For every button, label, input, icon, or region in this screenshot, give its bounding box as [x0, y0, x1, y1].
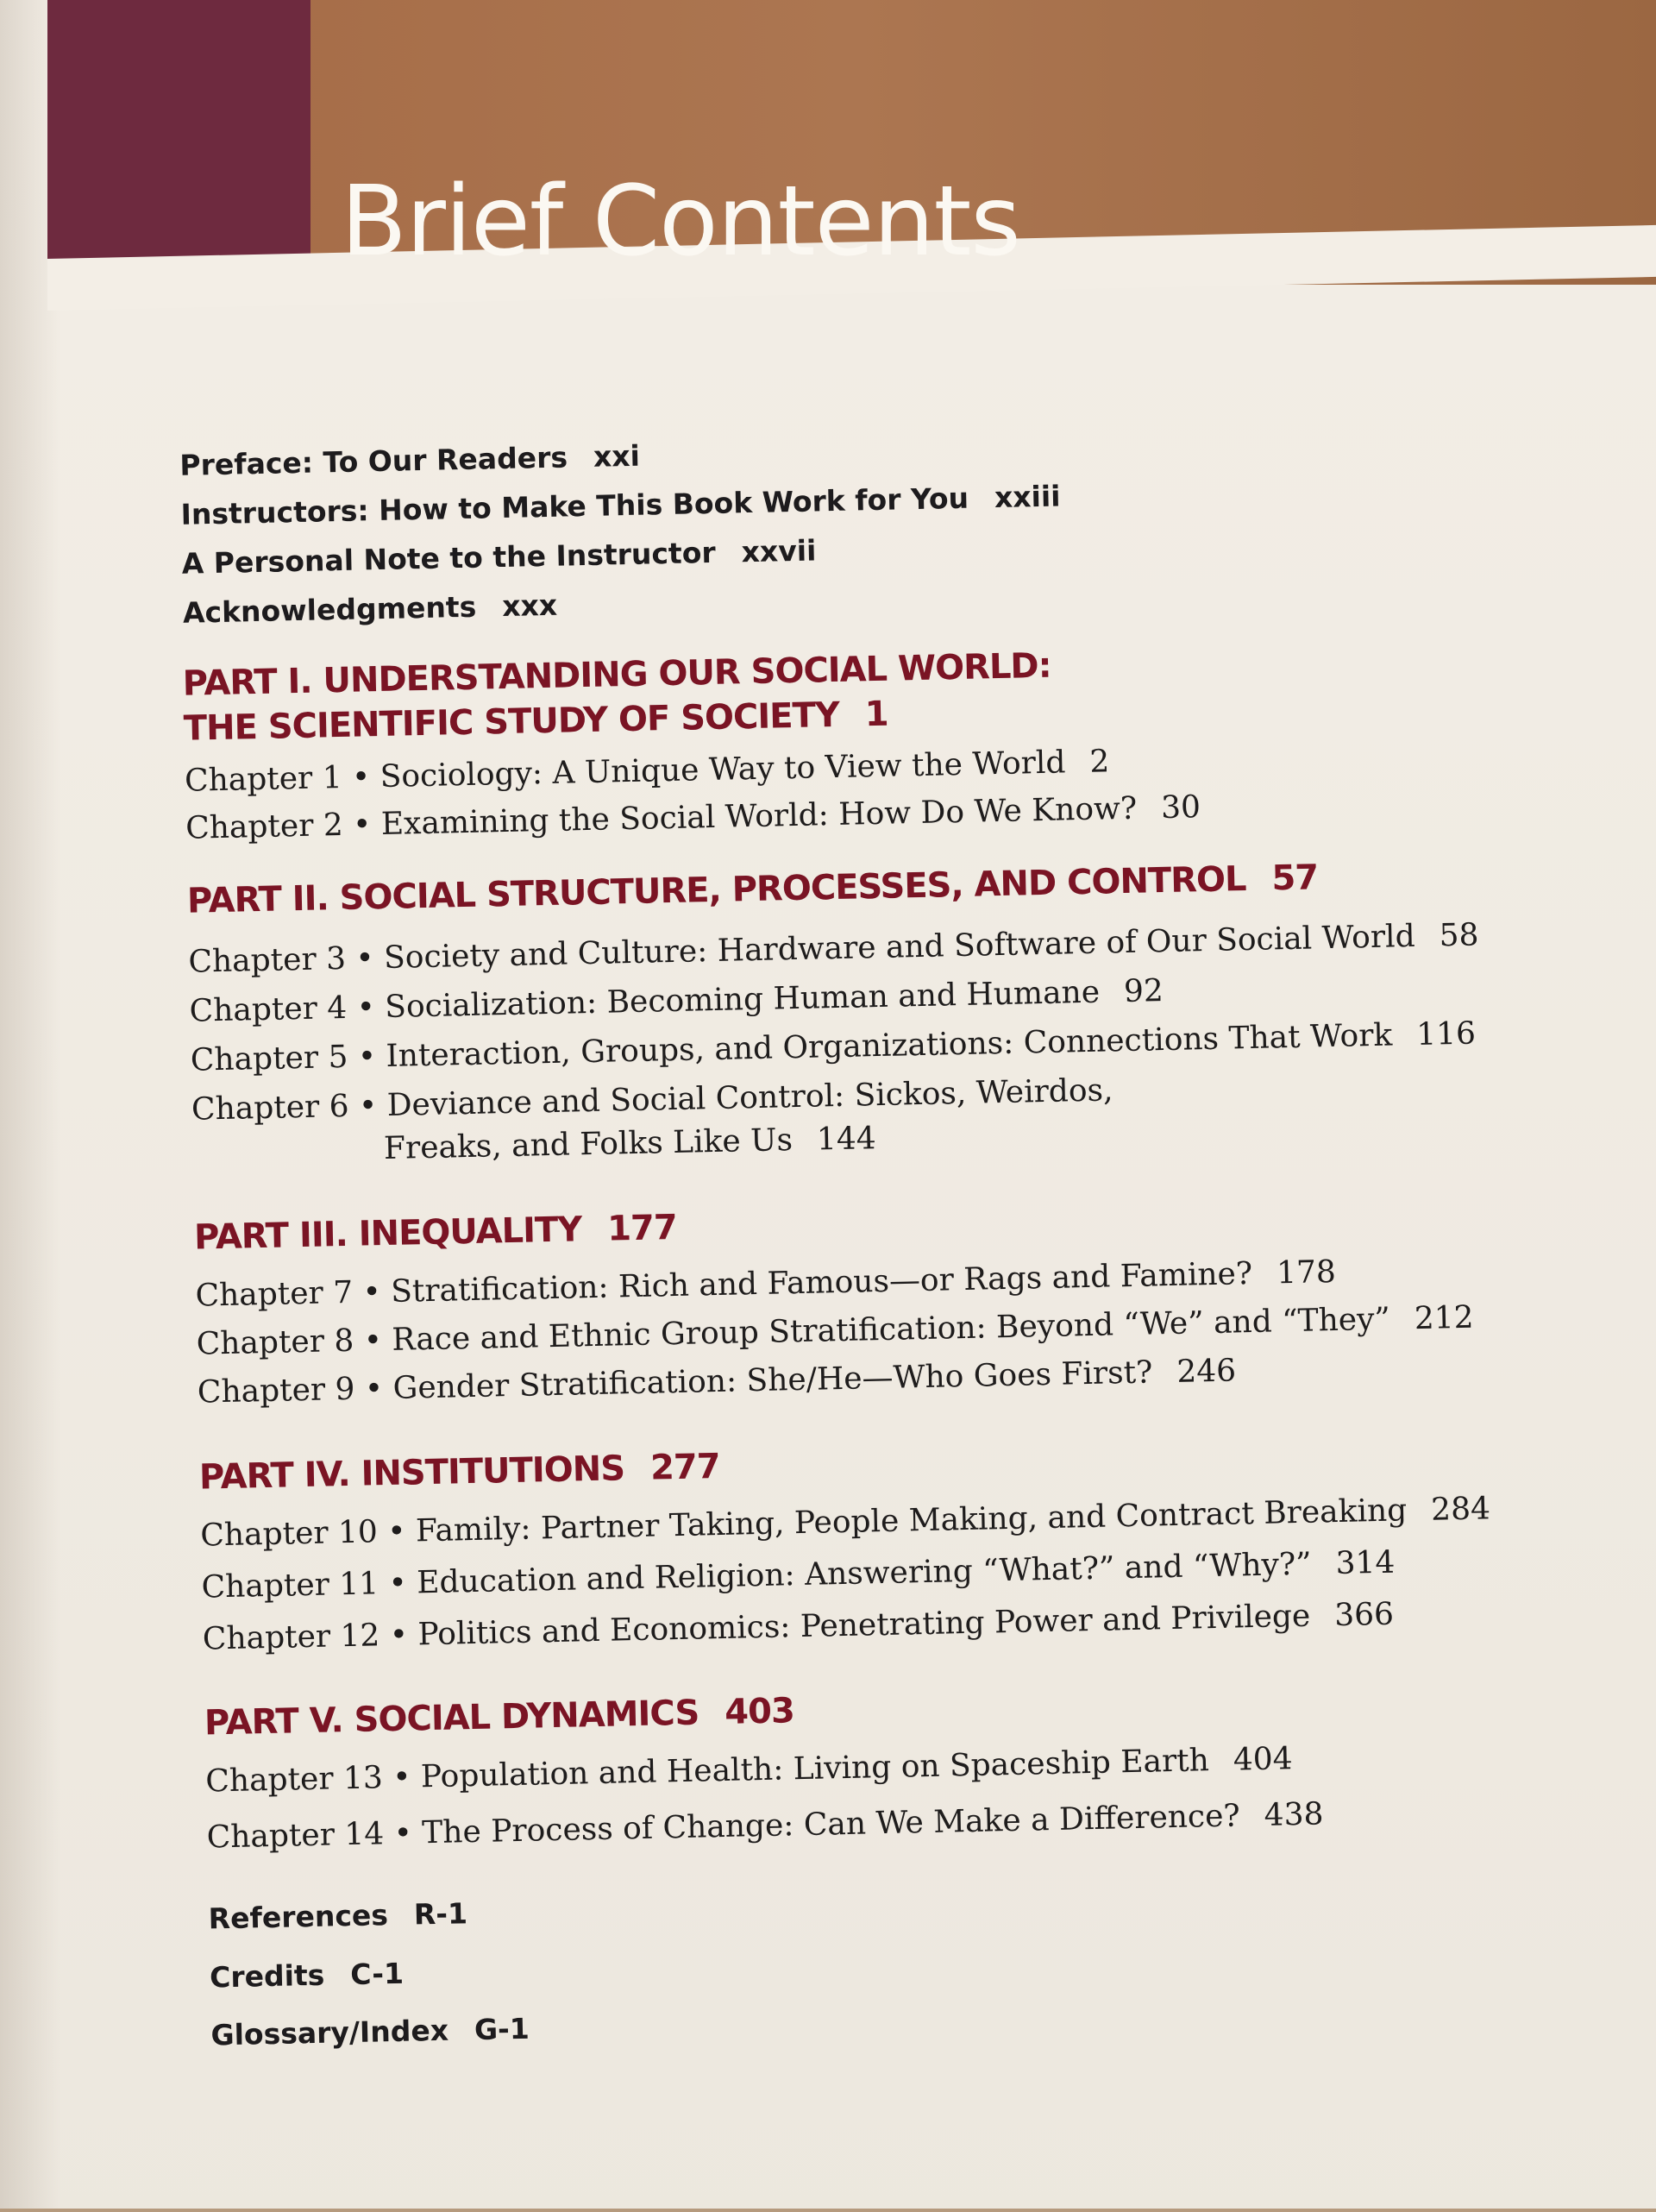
part-heading	[183, 694, 888, 749]
front-matter-page: xxvii	[741, 533, 817, 569]
part-title-line: PART V. SOCIAL DYNAMICS	[204, 1693, 699, 1744]
chapter-number: Chapter 6 •	[191, 1088, 378, 1128]
back-matter-page: G-1	[474, 2011, 530, 2047]
chapter-entry	[185, 789, 1201, 846]
chapter-page: 92	[1123, 973, 1164, 1010]
chapter-number: Chapter 13 •	[204, 1759, 411, 1800]
front-matter-item	[183, 588, 558, 630]
chapter-title: Education and Religion: Answering “What?” and “Why?”	[416, 1546, 1313, 1601]
chapter-entry	[185, 744, 1110, 798]
chapter-number: Chapter 5 •	[190, 1039, 377, 1078]
part-page: 277	[649, 1446, 721, 1488]
chapter-number: Chapter 10 •	[199, 1513, 406, 1554]
chapter-title: Stratification: Rich and Famous—or Rags and Famine?	[390, 1255, 1253, 1310]
chapter-entry	[195, 1254, 1336, 1314]
chapter-title: Examining the Social World: How Do We Know?	[380, 790, 1138, 843]
chapter-number: Chapter 3 •	[188, 940, 375, 980]
part-page: 177	[606, 1207, 678, 1249]
front-matter-page: xxiii	[994, 479, 1061, 515]
chapter-page: 284	[1430, 1491, 1491, 1528]
part-heading	[187, 858, 1319, 921]
back-matter-label: References	[208, 1898, 389, 1936]
chapter-number: Chapter 12 •	[202, 1617, 409, 1657]
front-matter-item	[180, 479, 1061, 531]
chapter-entry	[201, 1545, 1395, 1606]
front-matter-item	[181, 533, 816, 580]
chapter-number: Chapter 9 •	[197, 1371, 384, 1411]
part-title-line: PART III. INEQUALITY	[193, 1210, 582, 1258]
chapter-page: 246	[1176, 1353, 1237, 1390]
chapter-entry	[206, 1796, 1324, 1855]
chapter-title: Sociology: A Unique Way to View the World	[380, 745, 1066, 795]
chapter-number: Chapter 8 •	[196, 1323, 383, 1362]
chapter-title: Family: Partner Taking, People Making, and Contract Breaking	[415, 1492, 1408, 1549]
chapter-title: Socialization: Becoming Human and Humane	[384, 974, 1101, 1025]
part-title-line: PART II. SOCIAL STRUCTURE, PROCESSES, AND CONTROL	[186, 859, 1246, 921]
back-matter-item	[208, 1896, 467, 1935]
chapter-number: Chapter 4 •	[189, 990, 376, 1029]
part-page: 1	[864, 694, 889, 735]
chapter-page: 212	[1414, 1299, 1474, 1337]
part-heading	[199, 1447, 721, 1498]
part-page: 57	[1270, 858, 1319, 899]
chapter-title: Population and Health: Living on Spaceship Earth	[420, 1743, 1210, 1795]
chapter-entry	[205, 1741, 1293, 1799]
front-matter-page: xxi	[593, 438, 641, 474]
front-matter-label: Instructors: How to Make This Book Work for You	[180, 481, 969, 531]
chapter-title: The Process of Change: Can We Make a Difference?	[421, 1798, 1241, 1851]
chapter-page: 116	[1415, 1015, 1477, 1053]
page-title: Brief Contents	[341, 166, 1020, 278]
part-heading	[194, 1208, 677, 1258]
chapter-entry	[200, 1491, 1490, 1553]
chapter-title: Deviance and Social Control: Sickos, Weirdos,	[386, 1072, 1113, 1123]
chapter-page: 178	[1276, 1254, 1337, 1291]
part-title-line: THE SCIENTIFIC STUDY OF SOCIETY	[183, 694, 840, 749]
chapter-entry-continued	[384, 1121, 876, 1166]
back-matter-page: C-1	[349, 1956, 405, 1992]
chapter-page: 314	[1335, 1544, 1396, 1582]
part-heading	[204, 1691, 794, 1743]
chapter-entry	[189, 973, 1164, 1029]
part-title-line: PART I. UNDERSTANDING OUR SOCIAL WORLD:	[182, 645, 1052, 704]
chapter-entry	[190, 1016, 1476, 1078]
chapter-title: Gender Stratification: She/He—Who Goes First?	[392, 1354, 1153, 1406]
front-matter-label: Acknowledgments	[182, 589, 477, 630]
chapter-number: Chapter 7 •	[195, 1274, 382, 1314]
front-matter-label: A Personal Note to the Instructor	[181, 535, 717, 581]
chapter-number: Chapter 14 •	[206, 1815, 413, 1856]
chapter-number: Chapter 2 •	[185, 807, 372, 846]
chapter-title: Interaction, Groups, and Organizations: Connections That Work	[386, 1017, 1393, 1074]
chapter-title: Freaks, and Folks Like Us	[383, 1122, 794, 1167]
chapter-title: Politics and Economics: Penetrating Power and Privilege	[417, 1598, 1311, 1653]
part-heading	[182, 646, 1051, 704]
front-matter-label: Preface: To Our Readers	[179, 440, 568, 482]
chapter-page: 438	[1264, 1796, 1324, 1833]
chapter-number: Chapter 1 •	[184, 759, 371, 799]
chapter-entry	[202, 1597, 1394, 1657]
chapter-entry	[191, 1072, 1113, 1127]
part-page: 403	[724, 1691, 795, 1732]
chapter-title: Race and Ethnic Group Stratification: Beyond “We” and “They”	[391, 1301, 1391, 1358]
chapter-page: 30	[1160, 789, 1201, 826]
part-title-line: PART IV. INSTITUTIONS	[198, 1448, 625, 1498]
chapter-entry	[197, 1353, 1236, 1410]
front-matter-item	[179, 439, 640, 482]
back-matter-item	[210, 1957, 405, 1995]
chapter-page: 144	[816, 1121, 877, 1158]
chapter-page: 58	[1439, 917, 1479, 954]
chapter-page: 366	[1333, 1596, 1395, 1634]
back-matter-page: R-1	[413, 1896, 468, 1932]
back-matter-label: Glossary/Index	[210, 2013, 449, 2052]
front-matter-page: xxx	[501, 588, 558, 624]
chapter-page: 2	[1088, 744, 1110, 780]
chapter-number: Chapter 11 •	[201, 1565, 408, 1606]
chapter-title: Society and Culture: Hardware and Software of Our Social World	[383, 918, 1416, 976]
back-matter-item	[210, 2012, 530, 2052]
back-matter-label: Credits	[209, 1957, 325, 1995]
chapter-entry	[188, 917, 1479, 979]
chapter-page: 404	[1233, 1741, 1293, 1778]
